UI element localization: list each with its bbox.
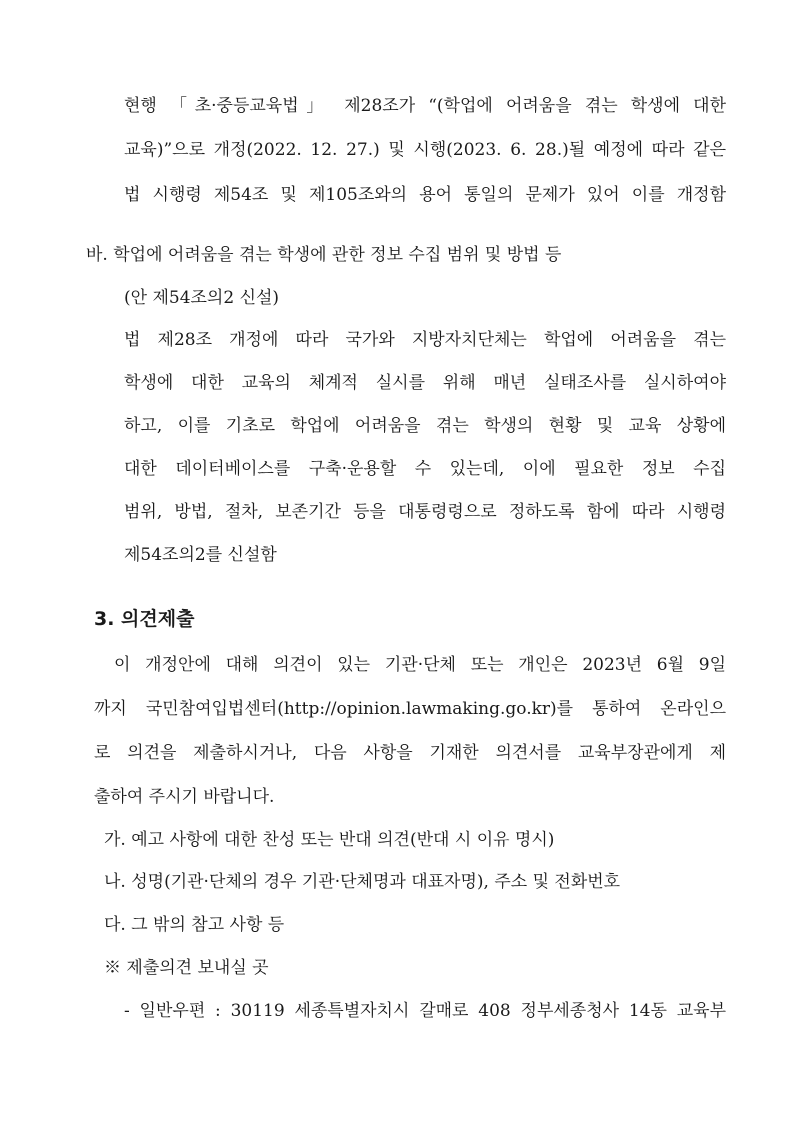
mail-address: - 일반우편 : 30119 세종특별자치시 갈매로 408 정부세종청사 14동 교육부 <box>124 1001 726 1021</box>
submission-note: ※ 제출의견 보내실 곳 <box>104 958 269 978</box>
list-item: 다. 그 밖의 참고 사항 등 <box>104 915 285 935</box>
intro-line-2: 교육)”으로 개정(2022. 12. 27.) 및 시행(2023. 6. 28.)될 예정에 따라 같은 <box>124 140 726 160</box>
section-ba-line-6: 제54조의2를 신설함 <box>124 545 277 565</box>
list-item: 가. 예고 사항에 대한 찬성 또는 반대 의견(반대 시 이유 명시) <box>104 830 555 850</box>
list-item: 나. 성명(기관·단체의 경우 기관·단체명과 대표자명), 주소 및 전화번호 <box>104 872 621 892</box>
intro-line-3: 법 시행령 제54조 및 제105조와의 용어 통일의 문제가 있어 이를 개정함 <box>124 185 726 205</box>
section-ba-title: 바. 학업에 어려움을 겪는 학생에 관한 정보 수집 범위 및 방법 등 <box>86 245 562 265</box>
section-ba-line-3: 하고, 이를 기초로 학업에 어려움을 겪는 학생의 현황 및 교육 상황에 <box>124 416 726 436</box>
section-3-line-2: 까지 국민참여입법센터(http://opinion.lawmaking.go.kr)를 통하여 온라인으 <box>94 699 726 719</box>
section-3-line-1: 이 개정안에 대해 의견이 있는 기관·단체 또는 개인은 2023년 6월 9일 <box>114 655 726 675</box>
section-3-line-3: 로 의견을 제출하시거나, 다음 사항을 기재한 의견서를 교육부장관에게 제 <box>94 743 726 763</box>
section-3-heading: 3. 의견제출 <box>94 608 195 630</box>
section-ba-line-2: 학생에 대한 교육의 체계적 실시를 위해 매년 실태조사를 실시하여야 <box>124 373 726 393</box>
section-ba-line-1: 법 제28조 개정에 따라 국가와 지방자치단체는 학업에 어려움을 겪는 <box>124 330 726 350</box>
section-ba-subtitle: (안 제54조의2 신설) <box>124 288 280 308</box>
section-ba-line-5: 범위, 방법, 절차, 보존기간 등을 대통령령으로 정하도록 함에 따라 시행령 <box>124 502 726 522</box>
intro-line-1: 현행 「초·중등교육법」 제28조가 “(학업에 어려움을 겪는 학생에 대한 <box>124 96 726 116</box>
section-3-line-4: 출하여 주시기 바랍니다. <box>94 787 275 807</box>
section-ba-line-4: 대한 데이터베이스를 구축·운용할 수 있는데, 이에 필요한 정보 수집 <box>124 459 726 479</box>
